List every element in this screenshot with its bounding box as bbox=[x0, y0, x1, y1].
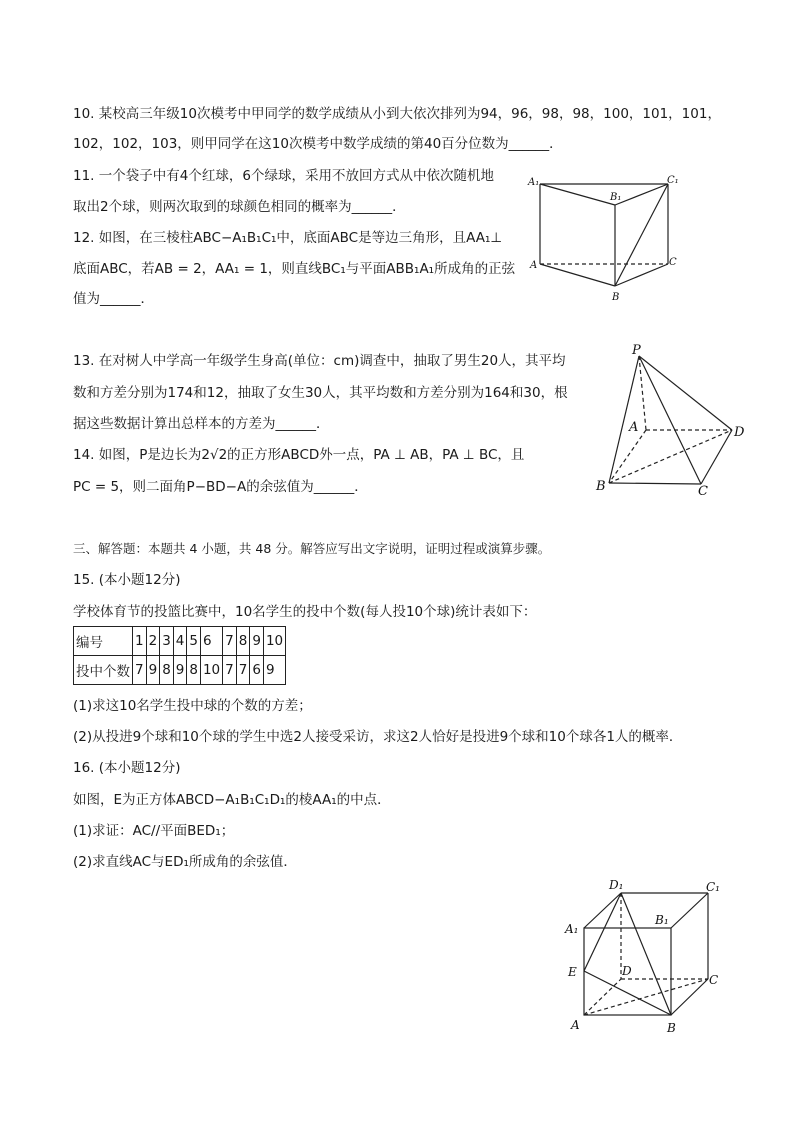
table-cell: 4 bbox=[173, 627, 187, 656]
cube-figure bbox=[560, 872, 730, 1037]
table-cell: 7 bbox=[223, 627, 237, 656]
cube-label-a: A bbox=[571, 1018, 580, 1032]
table-cell: 9 bbox=[250, 627, 264, 656]
cube-label-b: B bbox=[667, 1021, 676, 1035]
pyramid-label-c: C bbox=[698, 484, 708, 499]
table-cell: 7 bbox=[223, 656, 237, 685]
table-cell: 9 bbox=[263, 656, 285, 685]
pyramid-label-b: B bbox=[596, 479, 606, 494]
table-row bbox=[74, 656, 286, 685]
cube-label-d1: D₁ bbox=[609, 878, 624, 892]
prism-label-c1: C₁ bbox=[667, 175, 679, 186]
q14-line2: PC = 5，则二面角P−BD−A的余弦值为______． bbox=[73, 479, 368, 495]
q16-part2: (2)求直线AC与ED₁所成角的余弦值． bbox=[73, 854, 297, 870]
pyramid-figure bbox=[592, 340, 757, 500]
q14-line1: 14. 如图，P是边长为2√2的正方形ABCD外一点，PA ⊥ AB，PA ⊥ BC，且 bbox=[73, 447, 525, 463]
prism-label-a: A bbox=[530, 260, 538, 271]
table-cell: 9 bbox=[173, 656, 187, 685]
prism-figure bbox=[526, 168, 686, 308]
cube-label-b1: B₁ bbox=[655, 913, 669, 927]
q13-line3: 据这些数据计算出总样本的方差为______． bbox=[73, 416, 330, 432]
table-cell: 10 bbox=[263, 627, 285, 656]
cube-label-c1: C₁ bbox=[706, 880, 720, 894]
table-cell: 编号 bbox=[74, 627, 133, 656]
section-3-heading: 三、解答题：本题共 4 小题，共 48 分。解答应写出文字说明，证明过程或演算步骤。 bbox=[73, 541, 551, 556]
q13-line1: 13. 在对树人中学高一年级学生身高(单位：cm)调查中，抽取了男生20人，其平均 bbox=[73, 353, 566, 369]
table-cell: 5 bbox=[187, 627, 201, 656]
q11-line1: 11. 一个袋子中有4个红球，6个绿球，采用不放回方式从中依次随机地 bbox=[73, 168, 494, 184]
table-cell: 10 bbox=[200, 656, 222, 685]
q15-part1: (1)求这10名学生投中球的个数的方差； bbox=[73, 698, 312, 714]
pyramid-label-d: D bbox=[734, 425, 745, 440]
q16-part1: (1)求证：AC//平面BED₁； bbox=[73, 823, 235, 839]
q16-header: 16. (本小题12分) bbox=[73, 760, 181, 776]
q11-line2: 取出2个球，则两次取到的球颜色相同的概率为______． bbox=[73, 199, 406, 215]
prism-label-b1: B₁ bbox=[610, 192, 622, 203]
q15-part2: (2)从投进9个球和10个球的学生中选2人接受采访，求这2人恰好是投进9个球和10个球各1人的概率． bbox=[73, 729, 683, 745]
table-cell: 1 bbox=[133, 627, 147, 656]
q13-line2: 数和方差分别为174和12，抽取了女生30人，其平均数和方差分别为164和30，根 bbox=[73, 385, 568, 401]
prism-label-b: B bbox=[612, 292, 620, 303]
table-cell: 投中个数 bbox=[74, 656, 133, 685]
table-cell: 6 bbox=[250, 656, 264, 685]
table-cell: 8 bbox=[160, 656, 174, 685]
prism-label-a1: A₁ bbox=[528, 177, 540, 188]
cube-label-c: C bbox=[709, 973, 719, 987]
table-cell: 7 bbox=[133, 656, 147, 685]
table-cell: 8 bbox=[236, 627, 250, 656]
q15-intro: 学校体育节的投篮比赛中，10名学生的投中个数(每人投10个球)统计表如下： bbox=[73, 604, 537, 620]
table-cell: 9 bbox=[146, 656, 160, 685]
cube-label-e: E bbox=[568, 965, 577, 979]
table-cell: 8 bbox=[187, 656, 201, 685]
table-cell: 3 bbox=[160, 627, 174, 656]
pyramid-label-p: P bbox=[632, 343, 641, 358]
q12-line1: 12. 如图，在三棱柱ABC−A₁B₁C₁中，底面ABC是等边三角形，且AA₁⊥ bbox=[73, 230, 503, 246]
q12-line3: 值为______． bbox=[73, 291, 154, 307]
q10-line1: 10. 某校高三年级10次模考中甲同学的数学成绩从小到大依次排列为94，96，98，98，100，101，101， bbox=[73, 106, 721, 122]
q15-stats-table bbox=[73, 626, 286, 685]
table-cell: 2 bbox=[146, 627, 160, 656]
table-cell: 7 bbox=[236, 656, 250, 685]
q15-header: 15. (本小题12分) bbox=[73, 572, 181, 588]
cube-label-a1: A₁ bbox=[565, 922, 579, 936]
cube-label-d: D bbox=[622, 964, 632, 978]
q12-line2: 底面ABC，若AB = 2，AA₁ = 1，则直线BC₁与平面ABB₁A₁所成角的正弦 bbox=[73, 261, 516, 277]
q16-intro: 如图，E为正方体ABCD−A₁B₁C₁D₁的棱AA₁的中点． bbox=[73, 792, 391, 808]
pyramid-label-a: A bbox=[629, 420, 639, 435]
table-row bbox=[74, 627, 286, 656]
table-cell: 6 bbox=[200, 627, 222, 656]
q10-line2: 102，102，103，则甲同学在这10次模考中数学成绩的第40百分位数为______． bbox=[73, 136, 563, 152]
prism-label-c: C bbox=[669, 257, 677, 268]
